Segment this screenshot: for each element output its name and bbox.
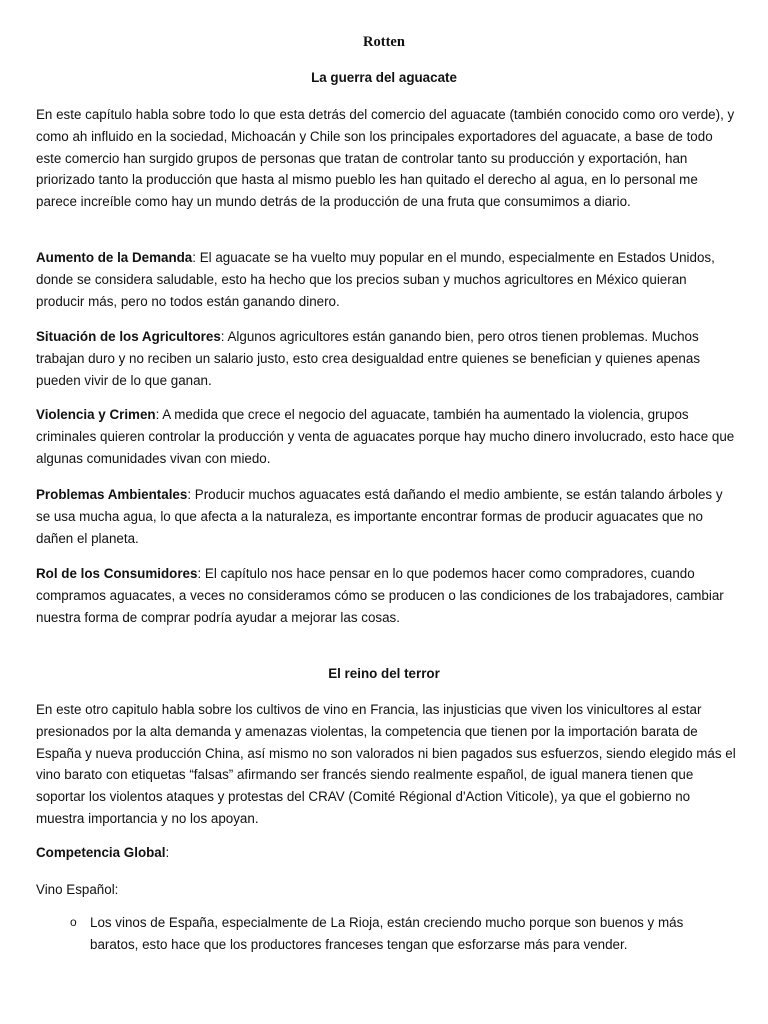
point-text: : A medida que crece el negocio del aguacate, también ha aumentado la violencia, grupos criminales quieren controlar la producción y venta de aguacates porque hay mucho dinero involucrado, esto hace que algunas comunidades vivan con miedo.	[36, 407, 735, 466]
point-term: Situación de los Agricultores	[36, 329, 221, 344]
vino-espanol-subheading: Vino Español:	[36, 882, 119, 897]
document-title: Rotten	[363, 34, 405, 50]
competencia-global-heading	[36, 842, 736, 864]
point-term: Aumento de la Demanda	[36, 250, 193, 265]
point-text: : El aguacate se ha vuelto muy popular en el mundo, especialmente en Estados Unidos, donde se considera saludable, esto ha hecho que los precios suban y muchos agricultores en México quieran producir más, pero no todos están ganando dinero.	[36, 250, 715, 309]
point-term: Violencia y Crimen	[36, 407, 156, 422]
competencia-suffix: :	[165, 845, 170, 860]
point-term: Problemas Ambientales	[36, 487, 188, 502]
point-paragraph-violencia	[36, 404, 736, 469]
intro-paragraph-terror: En este otro capitulo habla sobre los cultivos de vino en Francia, las injusticias que viven los vinicultores al estar presionados por la alta demanda y amenazas violentas, la competencia que tienen por la importación barata de España y nueva producción China, así mismo no son valorados ni bien pagados sus esfuerzos, siendo elegido más el vino barato con etiquetas “falsas” afirmando ser francés siendo realmente español, de igual manera tienen que soportar los violentos ataques y protestas del CRAV (Comité Régional d'Action Viticole), ya que el gobierno no muestra importancia y no los apoyan.	[36, 702, 736, 826]
point-text: : Algunos agricultores están ganando bien, pero otros tienen problemas. Muchos trabajan duro y no reciben un salario justo, esto crea desigualdad entre quienes se benefician y quienes apenas pueden vivir de lo que ganan.	[36, 329, 701, 388]
point-term: Rol de los Consumidores	[36, 566, 198, 581]
point-text: : El capítulo nos hace pensar en lo que podemos hacer como compradores, cuando compramos aguacates, a veces no consideramos cómo se producen o las condiciones de los trabajadores, cambiar nuestra forma de comprar podría ayudar a mejorar las cosas.	[36, 566, 724, 625]
point-text: : Producir muchos aguacates está dañando el medio ambiente, se están talando árboles y se usa mucha agua, lo que afecta a la naturaleza, es importante encontrar formas de producir aguacates que no dañen el planeta.	[36, 487, 723, 546]
section-heading-aguacate: La guerra del aguacate	[311, 70, 457, 85]
point-paragraph-demanda	[36, 247, 736, 312]
point-paragraph-consumidores	[36, 563, 736, 628]
hollow-circle-bullet-icon: o	[70, 915, 77, 929]
point-paragraph-ambientales	[36, 484, 736, 549]
intro-paragraph-aguacate: En este capítulo habla sobre todo lo que esta detrás del comercio del aguacate (también conocido como oro verde), y como ah influido en la sociedad, Michoacán y Chile son los principales exportadores del aguacate, a base de todo este comercio han surgido grupos de personas que tratan de controlar tanto su producción y exportación, han priorizado tanto la producción que hasta al mismo pueblo les han quitado el derecho al agua, en lo personal me parece increíble como hay un mundo detrás de la producción de una fruta que consumimos a diario.	[36, 107, 735, 210]
competencia-term: Competencia Global	[36, 845, 166, 860]
bullet-text: Los vinos de España, especialmente de La Rioja, están creciendo mucho porque son buenos y más baratos, esto hace que los productores franceses tengan que esforzarse más para vender.	[90, 915, 684, 952]
point-paragraph-agricultores	[36, 326, 736, 391]
section-heading-terror: El reino del terror	[328, 666, 440, 681]
